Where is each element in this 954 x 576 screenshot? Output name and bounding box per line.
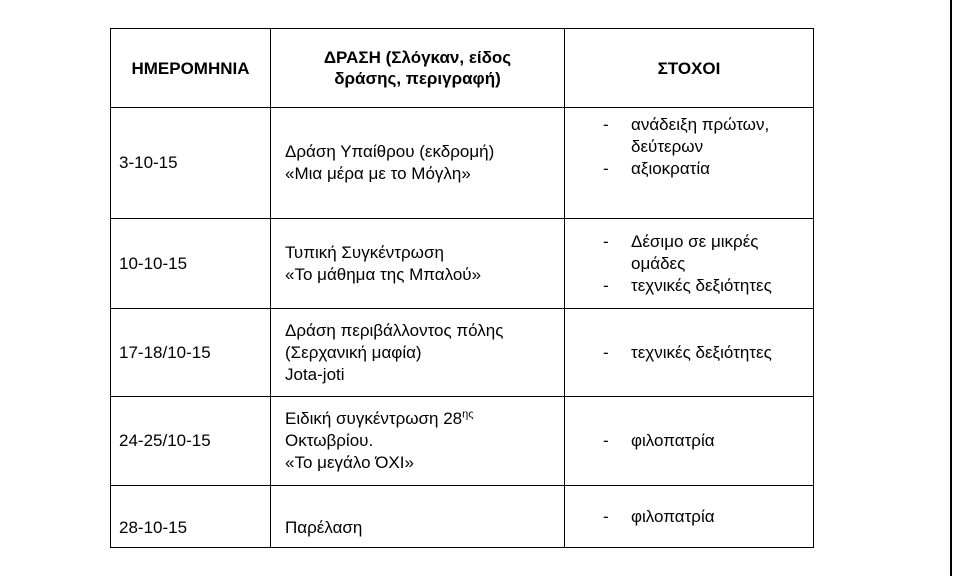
action-text: Jota-joti — [285, 364, 345, 384]
header-goals — [565, 29, 814, 108]
goal-item: - τεχνικές δεξιότητες — [565, 275, 813, 297]
header-action — [271, 29, 565, 108]
goals-cell — [565, 397, 814, 486]
header-date — [111, 29, 271, 108]
table-row — [111, 309, 814, 397]
goals-cell — [565, 219, 814, 309]
table-row — [111, 486, 814, 548]
date-cell — [111, 309, 271, 397]
date-cell — [111, 108, 271, 219]
action-text: «Το μάθημα της Μπαλού» — [285, 264, 482, 284]
goal-item: - ανάδειξη πρώτων, δεύτερων — [565, 114, 813, 158]
date-cell — [111, 219, 271, 309]
goals-cell — [565, 309, 814, 397]
goal-list — [565, 430, 813, 452]
header-action-line1: ΔΡΑΣΗ (Σλόγκαν, είδος — [323, 48, 512, 67]
action-text-with-sup — [285, 408, 564, 430]
date-text: 10-10-15 — [119, 253, 188, 273]
header-goals-text: ΣΤΟΧΟΙ — [657, 58, 721, 78]
date-cell — [111, 397, 271, 486]
action-text: (Σερχανική μαφία) — [285, 342, 422, 362]
goal-list — [565, 231, 813, 297]
table-header-row — [111, 29, 814, 108]
date-text: 3-10-15 — [119, 153, 178, 172]
date-text: 17-18/10-15 — [119, 342, 211, 362]
goal-item: - φιλοπατρία — [565, 430, 813, 452]
action-text: Τυπική Συγκέντρωση — [285, 242, 444, 262]
action-cell — [271, 486, 565, 548]
goal-list — [565, 342, 813, 364]
date-text: 28-10-15 — [119, 518, 188, 537]
goal-list — [565, 506, 813, 528]
schedule-table — [110, 28, 814, 548]
action-text: Ειδική συγκέντρωση 28 — [285, 409, 463, 428]
header-date-text: ΗΜΕΡΟΜΗΝΙΑ — [131, 58, 250, 78]
action-text: Παρέλαση — [285, 518, 363, 537]
action-text: «Το μεγάλο ΌΧΙ» — [285, 453, 414, 472]
goals-cell — [565, 108, 814, 219]
date-cell — [111, 486, 271, 548]
action-cell — [271, 397, 565, 486]
superscript-text: ης — [462, 408, 474, 421]
table-row — [111, 397, 814, 486]
goal-item: - τεχνικές δεξιότητες — [565, 342, 813, 364]
goal-item: - αξιοκρατία — [565, 158, 813, 180]
goals-cell — [565, 486, 814, 548]
action-text: Δράση περιβάλλοντος πόλης — [285, 320, 504, 340]
page-edge — [950, 0, 952, 576]
goal-list — [565, 114, 813, 180]
table-row — [111, 108, 814, 219]
action-text: Δράση Υπαίθρου (εκδρομή) — [285, 142, 495, 161]
header-action-line2: δράσης, περιγραφή) — [334, 69, 501, 88]
action-cell — [271, 309, 565, 397]
table-row — [111, 219, 814, 309]
action-text: Οκτωβρίου. — [285, 431, 374, 450]
goal-item: - φιλοπατρία — [565, 506, 813, 528]
date-text: 24-25/10-15 — [119, 431, 211, 450]
action-cell — [271, 108, 565, 219]
action-text: «Μια μέρα με το Μόγλη» — [285, 164, 471, 183]
action-cell — [271, 219, 565, 309]
goal-item: - Δέσιμο σε μικρές ομάδες — [565, 231, 813, 275]
